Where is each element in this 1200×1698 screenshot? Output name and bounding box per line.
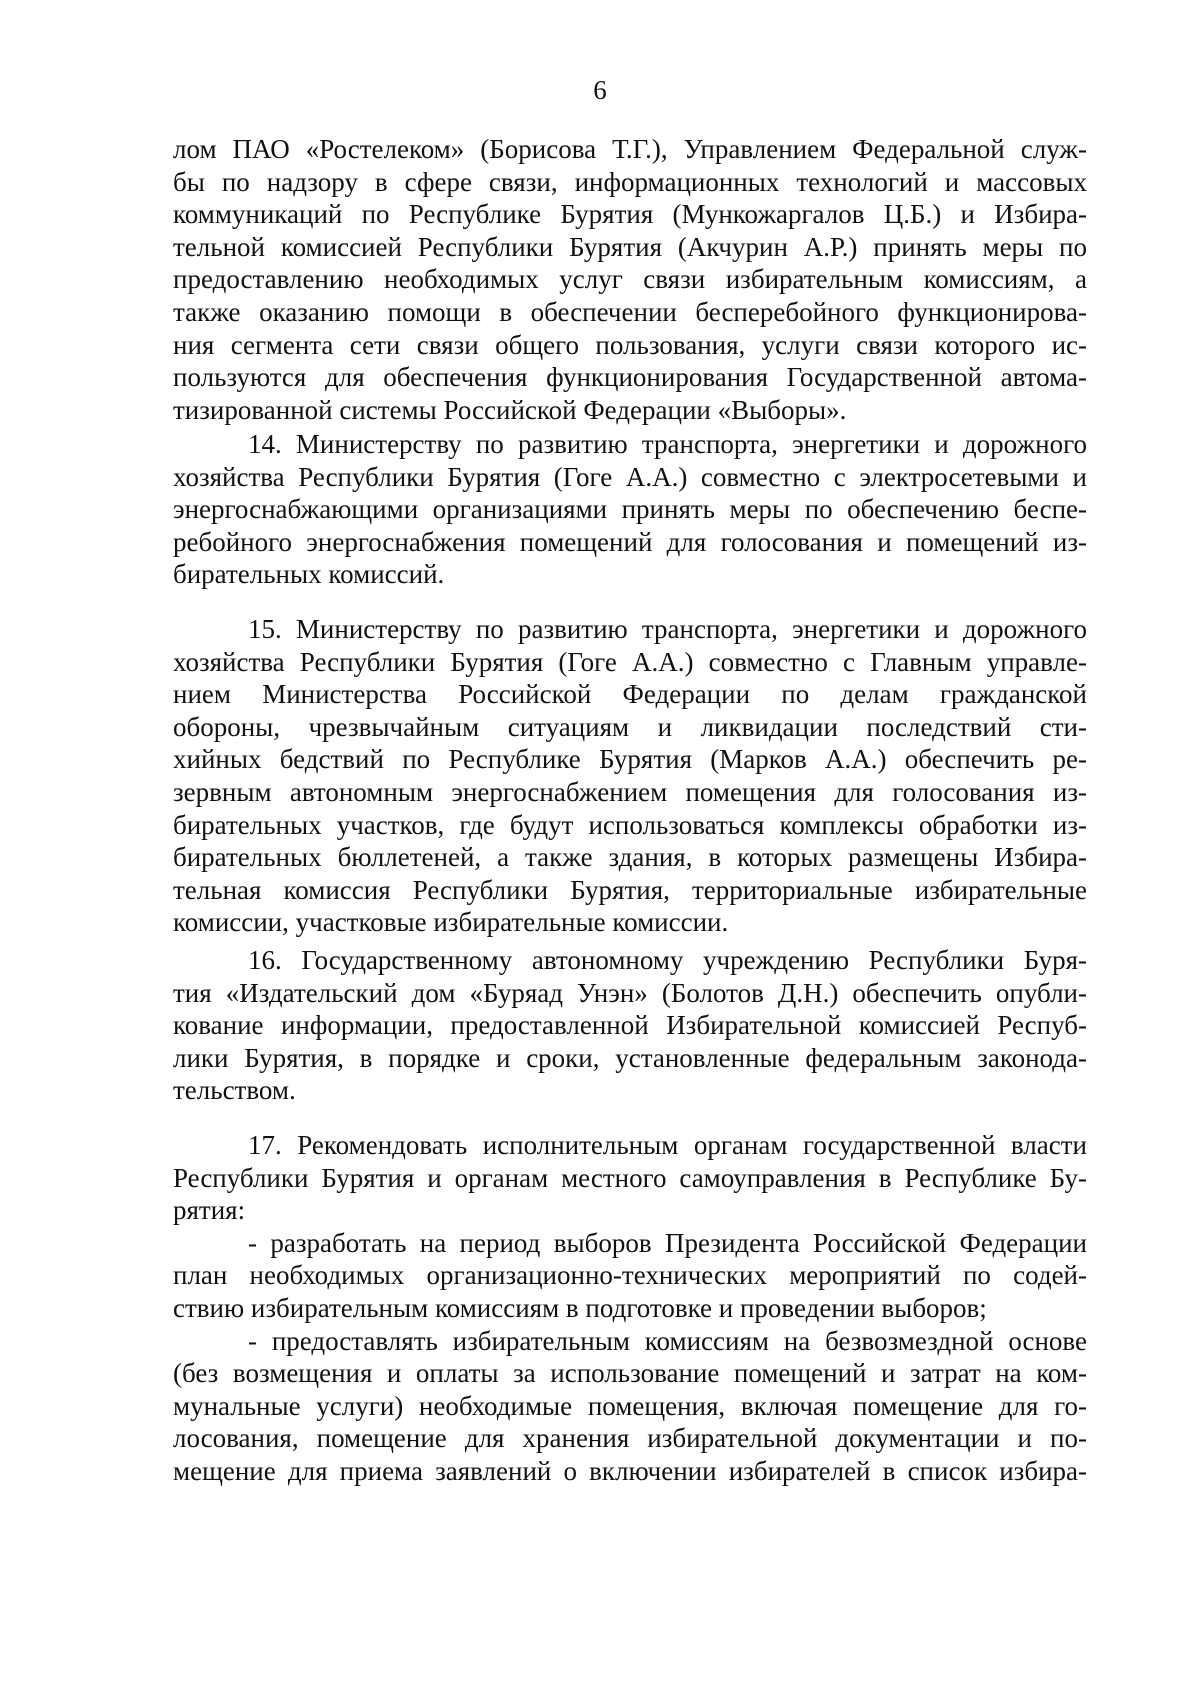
text-line: 17. Рекомендовать исполнительным органам государственной власти <box>248 1130 1087 1160</box>
list-item-line: - разработать на период выборов Президента Российской Федерации <box>248 1227 1087 1258</box>
text-line: тия «Издательский дом «Буряад Унэн» (Болотов Д.Н.) обеспечить опубли- <box>173 977 1087 1008</box>
text-line: 14. Министерству по развитию транспорта, энергетики и дорожного <box>248 429 1087 459</box>
text-line: рятия: <box>173 1195 246 1226</box>
text-line: бы по надзору в сфере связи, информационных технологий и массовых <box>173 166 1087 197</box>
text-line: хийных бедствий по Республике Бурятия (Марков А.А.) обеспечить ре- <box>173 744 1087 775</box>
text-line: бирательных комиссий. <box>173 559 445 590</box>
text-line: пользуются для обеспечения функционирования Государственной автома- <box>173 362 1087 393</box>
text-line: лосования, помещение для хранения избирательной документации и по- <box>173 1423 1087 1454</box>
list-item-line: - предоставлять избирательным комиссиям на безвозмездной основе <box>248 1325 1087 1356</box>
text-line: тизированной системы Российской Федерации «Выборы». <box>173 394 847 425</box>
text-line: тельная комиссия Республики Бурятия, территориальные избирательные <box>173 874 1087 905</box>
text-line: ния сегмента сети связи общего пользования, услуги связи которого ис- <box>173 329 1087 360</box>
text-line: (без возмещения и оплаты за использование помещений и затрат на ком- <box>173 1358 1087 1389</box>
text-line: хозяйства Республики Бурятия (Гоге А.А.) совместно с Главным управле- <box>173 646 1087 677</box>
paragraph-item-16 <box>173 944 1087 1107</box>
text-line: мунальные услуги) необходимые помещения, включая помещение для го- <box>173 1390 1087 1421</box>
text-line: план необходимых организационно-технических мероприятий по содей- <box>173 1260 1087 1291</box>
text-line: бирательных участков, где будут использоваться комплексы обработки из- <box>173 809 1087 840</box>
paragraph-item-17 <box>173 1129 1087 1488</box>
text-line: мещение для приема заявлений о включении избирателей в список избира- <box>173 1455 1087 1486</box>
text-line: тельной комиссией Республики Бурятия (Акчурин А.Р.) принять меры по <box>173 231 1087 262</box>
text-line: коммуникаций по Республике Бурятия (Мункожаргалов Ц.Б.) и Избира- <box>173 199 1087 230</box>
text-line: энергоснабжающими организациями принять меры по обеспечению беспе- <box>173 494 1087 525</box>
text-line: обороны, чрезвычайным ситуациям и ликвидации последствий сти- <box>173 711 1087 742</box>
text-line: хозяйства Республики Бурятия (Гоге А.А.) совместно с электросетевыми и <box>173 461 1087 492</box>
text-line: Республики Бурятия и органам местного самоуправления в Республике Бу- <box>173 1162 1087 1193</box>
text-line: лом ПАО «Ростелеком» (Борисова Т.Г.), Управлением Федеральной служ- <box>173 134 1087 164</box>
text-line: 16. Государственному автономному учреждению Республики Буря- <box>248 945 1087 975</box>
text-line: тельством. <box>173 1075 296 1106</box>
text-line: предоставлению необходимых услуг связи избирательным комиссиям, а <box>173 264 1087 295</box>
text-line: комиссии, участковые избирательные комиссии. <box>173 907 729 938</box>
text-line: бирательных бюллетеней, а также здания, в которых размещены Избира- <box>173 842 1087 873</box>
page-number: 6 <box>593 75 607 105</box>
text-line: 15. Министерству по развитию транспорта, энергетики и дорожного <box>248 614 1087 644</box>
paragraph-item-14 <box>173 428 1087 591</box>
text-line: ребойного энергоснабжения помещений для голосования и помещений из- <box>173 526 1087 557</box>
text-line: также оказанию помощи в обеспечении бесперебойного функционирова- <box>173 296 1087 327</box>
paragraph-item-15 <box>173 613 1087 939</box>
text-line: зервным автономным энергоснабжением помещения для голосования из- <box>173 776 1087 807</box>
text-line: кование информации, предоставленной Избирательной комиссией Респуб- <box>173 1010 1087 1041</box>
text-line: ствию избирательным комиссиям в подготовке и проведении выборов; <box>173 1292 987 1323</box>
text-line: лики Бурятия, в порядке и сроки, установленные федеральным законода- <box>173 1042 1087 1073</box>
paragraph-continuation <box>173 133 1087 426</box>
text-line: нием Министерства Российской Федерации по делам гражданской <box>173 679 1087 710</box>
